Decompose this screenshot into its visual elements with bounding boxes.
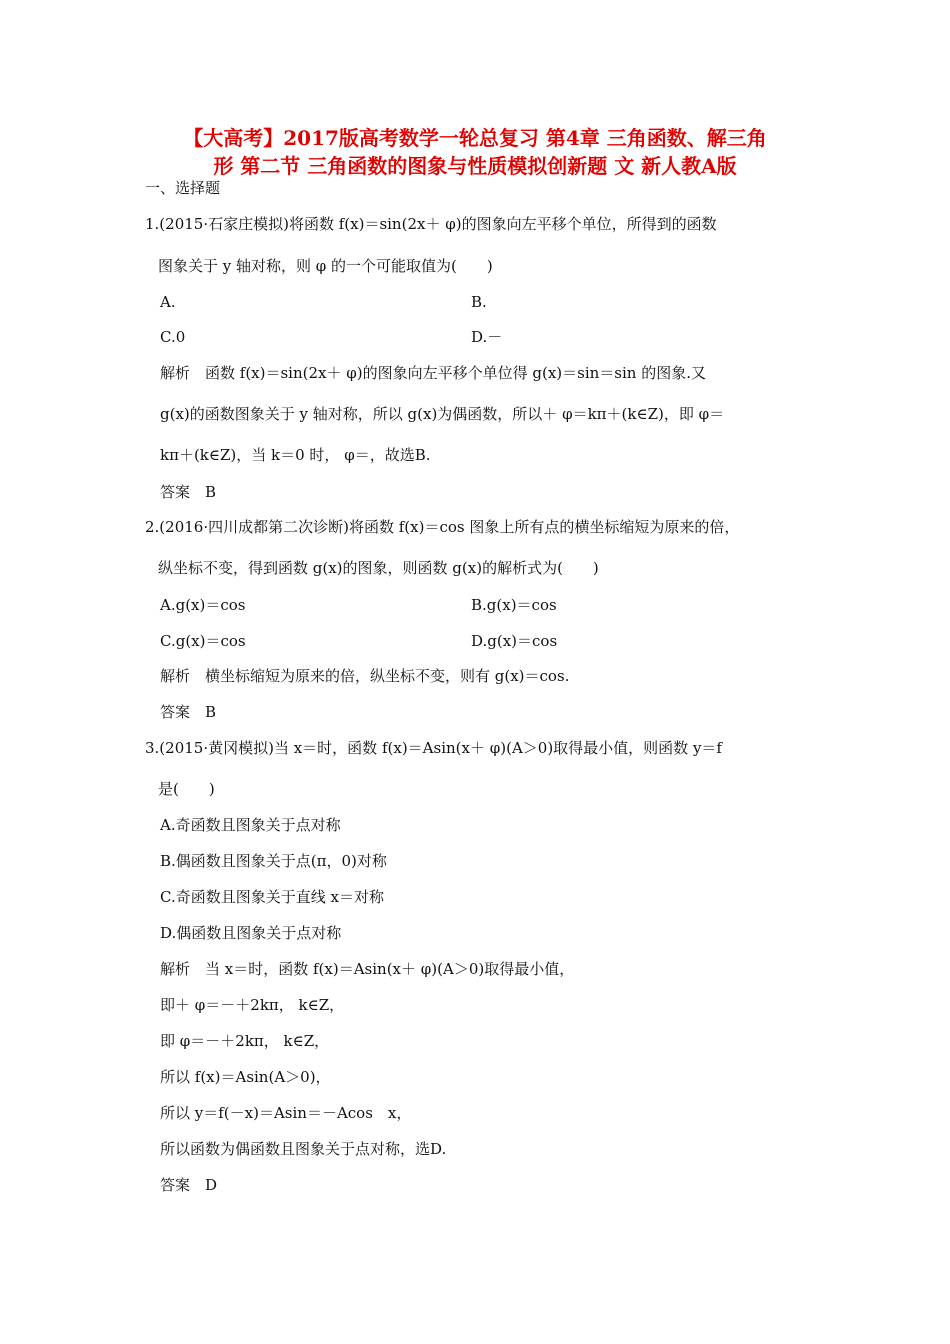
- q3-stem-line-1: 3.(2015·黄冈模拟)当 x＝时，函数 f(x)＝Asin(x＋ φ)(A＞0)取得最小值，则函数 y＝f: [145, 739, 722, 757]
- q2-option-a: A.g(x)＝cos: [160, 596, 246, 614]
- q1-option-a: A.: [160, 293, 176, 311]
- q3-option-c: C.奇函数且图象关于直线 x＝对称: [160, 888, 384, 906]
- q2-answer: 答案 B: [160, 703, 217, 721]
- q3-analysis-line-2: 即＋ φ＝－＋2kπ， k∈Z，: [160, 996, 345, 1014]
- q3-option-b: B.偶函数且图象关于点(π，0)对称: [160, 852, 387, 870]
- q3-analysis-line-4: 所以 f(x)＝Asin(A＞0)，: [160, 1068, 331, 1086]
- q1-option-c: C.0: [160, 328, 186, 346]
- q3-analysis-line-6: 所以函数为偶函数且图象关于点对称，选D.: [160, 1140, 447, 1158]
- doc-title-line-1: 【大高考】2017版高考数学一轮总复习 第4章 三角函数、解三角: [183, 126, 767, 150]
- q3-answer: 答案 D: [160, 1176, 218, 1194]
- q3-analysis-line-3: 即 φ＝－＋2kπ， k∈Z，: [160, 1032, 330, 1050]
- q2-analysis-line-1: 解析 横坐标缩短为原来的倍，纵坐标不变，则有 g(x)＝cos.: [160, 667, 570, 685]
- q1-stem-line-2: 图象关于 y 轴对称，则 φ 的一个可能取值为( ): [158, 257, 493, 275]
- q2-option-c: C.g(x)＝cos: [160, 632, 246, 650]
- q1-stem-line-1: 1.(2015·石家庄模拟)将函数 f(x)＝sin(2x＋ φ)的图象向左平移个单位，所得到的函数: [145, 215, 717, 233]
- q2-option-d: D.g(x)＝cos: [471, 632, 558, 650]
- q1-option-d: D.－: [471, 328, 503, 346]
- q1-option-b: B.: [471, 293, 487, 311]
- q3-option-a: A.奇函数且图象关于点对称: [160, 816, 341, 834]
- doc-title-line-2: 形 第二节 三角函数的图象与性质模拟创新题 文 新人教A版: [213, 154, 737, 178]
- q3-analysis-line-5: 所以 y＝f(－x)＝Asin＝－Acos x，: [160, 1104, 412, 1122]
- q2-option-b: B.g(x)＝cos: [471, 596, 557, 614]
- q1-analysis-line-2: g(x)的函数图象关于 y 轴对称，所以 g(x)为偶函数，所以＋ φ＝kπ＋(k∈Z)，即 φ＝: [160, 405, 725, 423]
- q3-stem-line-2: 是( ): [158, 780, 215, 798]
- q3-option-d: D.偶函数且图象关于点对称: [160, 924, 342, 942]
- q1-answer: 答案 B: [160, 483, 217, 501]
- q3-analysis-line-1: 解析 当 x＝时，函数 f(x)＝Asin(x＋ φ)(A＞0)取得最小值，: [160, 960, 575, 978]
- q2-stem-line-1: 2.(2016·四川成都第二次诊断)将函数 f(x)＝cos 图象上所有点的横坐标缩短为原来的倍，: [145, 518, 740, 536]
- q1-analysis-line-3: kπ＋(k∈Z)，当 k＝0 时， φ＝，故选B.: [160, 446, 431, 464]
- q1-analysis-line-1: 解析 函数 f(x)＝sin(2x＋ φ)的图象向左平移个单位得 g(x)＝sin＝sin 的图象.又: [160, 364, 707, 382]
- section-heading: 一、选择题: [145, 179, 221, 197]
- q2-stem-line-2: 纵坐标不变，得到函数 g(x)的图象，则函数 g(x)的解析式为( ): [158, 559, 599, 577]
